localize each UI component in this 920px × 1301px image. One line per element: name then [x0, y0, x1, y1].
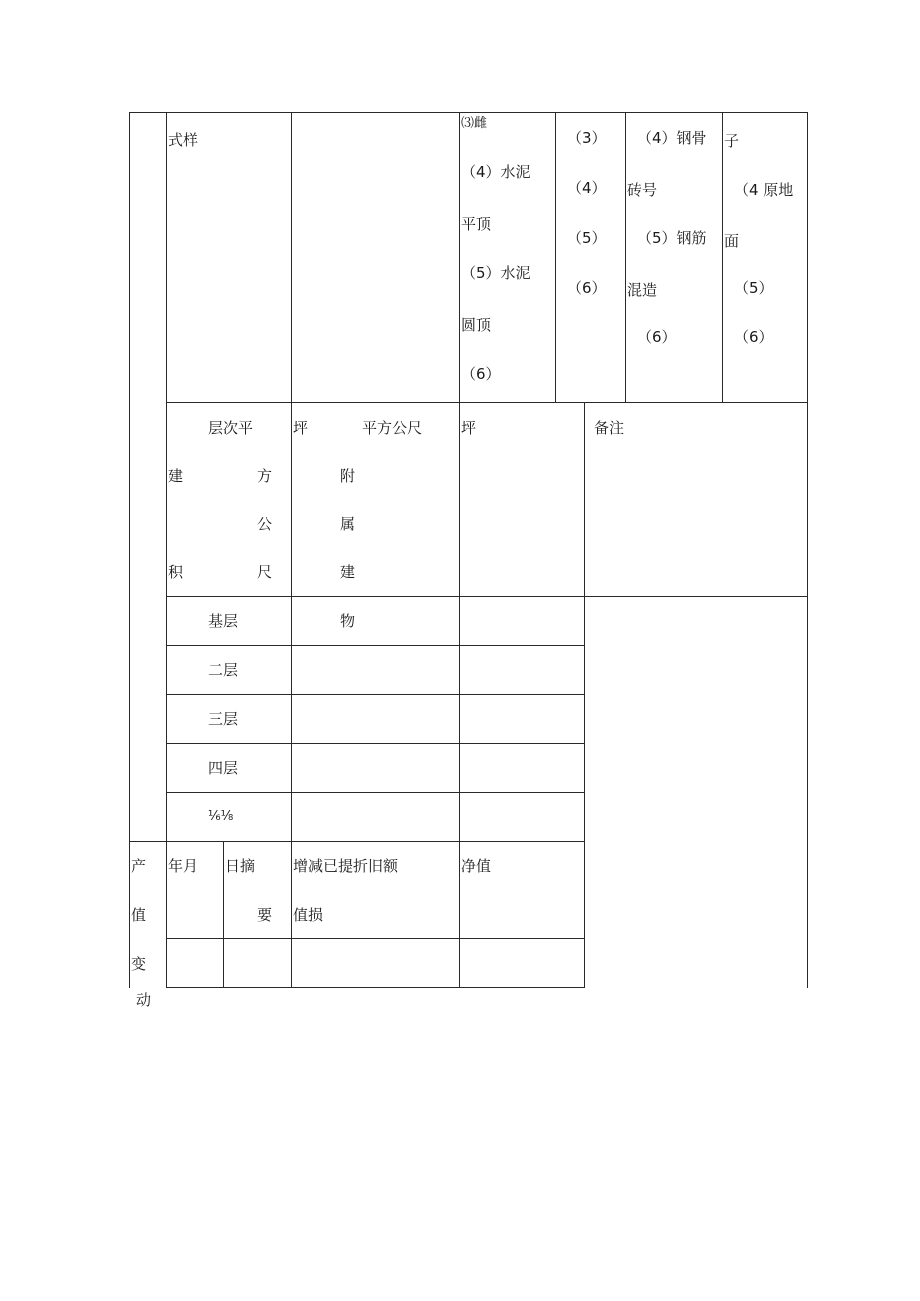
area-header-text: 层次平 — [208, 419, 254, 437]
area-header-text: 尺 — [257, 563, 273, 581]
summary-header: 日摘 — [225, 857, 256, 875]
floor-option: 子 — [724, 132, 740, 150]
year-month-header: 年月 — [168, 857, 199, 875]
rule-col-292 — [291, 112, 292, 988]
summary-header: 要 — [257, 906, 273, 924]
rule-section-split — [129, 841, 585, 842]
net-value-header: 净值 — [461, 857, 492, 875]
rule-row1-bottom — [166, 402, 808, 403]
rule-col-585 — [584, 402, 585, 988]
depreciation-header: 值损 — [293, 906, 324, 924]
rule-row1-col-b — [555, 112, 556, 402]
roof-option: （5）水泥 — [461, 264, 531, 282]
rule-col-460 — [459, 112, 460, 988]
structure-option: （6） — [637, 328, 677, 346]
rule-top — [129, 112, 808, 113]
roof-option: （4）水泥 — [461, 163, 531, 181]
floor-row-label: 三层 — [208, 710, 239, 728]
rule-floor-3 — [166, 743, 585, 744]
change-side-label: 产 — [131, 857, 147, 875]
attached-building-label: 属 — [340, 515, 356, 533]
structure-option: （5）钢筋 — [637, 229, 707, 247]
floor-option: （6） — [734, 328, 774, 346]
floor-row-label: 基层 — [208, 612, 239, 630]
area-header-text: 方 — [257, 467, 273, 485]
option-number: （4） — [567, 179, 607, 197]
depreciation-header: 增减已提折旧额 — [293, 857, 399, 875]
ping-label: 坪 — [461, 419, 477, 437]
rule-change-header-bottom — [166, 938, 585, 939]
roof-option: 平顶 — [461, 215, 492, 233]
ping-label: 坪 — [293, 419, 309, 437]
style-label: 式样 — [168, 131, 199, 149]
structure-option: 砖号 — [627, 181, 658, 199]
roof-option: 圆顶 — [461, 316, 492, 334]
rule-floor-2 — [166, 694, 585, 695]
attached-building-label: 物 — [340, 612, 356, 630]
rule-row1-col-c — [625, 112, 626, 402]
rule-left-inner — [166, 112, 167, 988]
rule-right-outer — [807, 112, 808, 988]
floor-row-label: 四层 — [208, 759, 239, 777]
roof-option: （6） — [461, 365, 501, 383]
floor-row-label: 二层 — [208, 661, 239, 679]
change-side-label: 变 — [131, 955, 147, 973]
floor-option: （5） — [734, 279, 774, 297]
roof-option: ⑶雌 — [461, 116, 488, 131]
change-side-label: 值 — [131, 906, 147, 924]
option-number: （6） — [567, 279, 607, 297]
option-number: （3） — [567, 129, 607, 147]
rule-change-col — [223, 841, 224, 988]
area-header-text: 公 — [257, 515, 273, 533]
area-header-text: 积 — [168, 563, 184, 581]
floor-option: （4 原地 — [734, 181, 794, 199]
rule-row1-col-d — [722, 112, 723, 402]
floor-option: 面 — [724, 232, 740, 250]
area-header-text: 建 — [168, 467, 184, 485]
sqm-label: 平方公尺 — [362, 419, 423, 437]
change-side-label: 动 — [136, 991, 152, 1009]
remark-label: 备注 — [594, 419, 625, 437]
structure-option: （4）钢骨 — [637, 129, 707, 147]
attached-building-label: 附 — [340, 467, 356, 485]
rule-area-header-bottom — [166, 596, 808, 597]
rule-left-outer — [129, 112, 130, 988]
rule-floor-4 — [166, 792, 585, 793]
structure-option: 混造 — [627, 281, 658, 299]
rule-floor-1 — [166, 645, 585, 646]
rule-bottom — [166, 987, 585, 988]
option-number: （5） — [567, 229, 607, 247]
floor-row-label: ⅙⅛ — [208, 809, 234, 824]
attached-building-label: 建 — [340, 563, 356, 581]
